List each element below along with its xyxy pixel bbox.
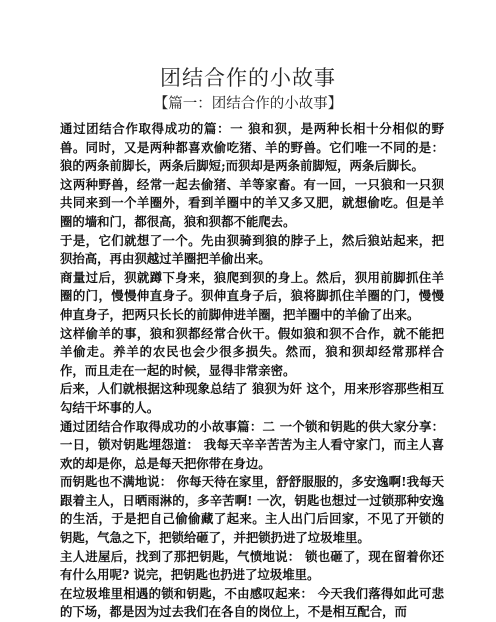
paragraph: 在垃圾堆里相遇的锁和钥匙，不由感叹起来： 今天我们落得如此可悲的下场，都是因为过去我们在各自的岗位上，不是相互配合，而 — [60, 585, 444, 620]
document-body — [60, 120, 444, 622]
paragraph: 主人进屋后，找到了那把钥匙，气愤地说： 锁也砸了，现在留着你还有什么用呢? 说完，把钥匙也扔进了垃圾堆里。 — [60, 548, 444, 583]
paragraph: 后来，人们就根据这种现象总结了 狼狈为奸 这个，用来形容那些相互勾结干坏事的人。 — [60, 381, 444, 415]
paragraph: 通过团结合作取得成功的篇：一 狼和狈，是两种长相十分相似的野兽。同时，又是两种都喜欢偷吃猪、羊的野兽。它们唯一不同的是：狼的两条前脚长，两条后脚短;而狈却是两条前脚短，两条后脚长。 — [60, 121, 444, 174]
paragraph: 而钥匙也不满地说： 你每天待在家里，舒舒服服的，多安逸啊!我每天跟着主人，日晒雨淋的，多辛苦啊! 一次，钥匙也想过一过锁那种安逸的生活，于是把自己偷偷藏了起来。主人出门后回家，不见了开锁的钥匙，气急之下，把锁给砸了，并把锁扔进了垃圾堆里。 — [60, 474, 444, 546]
document-subtitle: 【篇一：团结合作的小故事】 — [153, 96, 343, 112]
paragraph: 通过团结合作取得成功的小故事篇：二 一个锁和钥匙的供大家分享：一日，锁对钥匙埋怨道： 我每天辛辛苦苦为主人看守家门，而主人喜欢的却是你，总是每天把你带在身边。 — [60, 418, 444, 471]
paragraph: 于是，它们就想了一个。先由狈骑到狼的脖子上，然后狼站起来，把狈抬高，再由狈越过羊圈把羊偷出来。 — [60, 232, 444, 267]
paragraph: 商量过后，狈就蹲下身来，狼爬到狈的身上。然后，狈用前脚抓住羊圈的门，慢慢伸直身子。狈伸直身子后，狼将脚抓住羊圈的门，慢慢伸直身子，把两只长长的前脚伸进羊圈，把羊圈中的羊偷了出来。 — [60, 269, 444, 322]
paragraph: 这样偷羊的事，狼和狈都经常合伙干。假如狼和狈不合作，就不能把羊偷走。养羊的农民也会少很多损失。然而，狼和狈却经常那样合作，而且走在一起的时候，显得非常亲密。 — [60, 325, 444, 378]
paragraph: 这两种野兽，经常一起去偷猪、羊等家畜。有一回，一只狼和一只狈共同来到一个羊圈外，看到羊圈中的羊又多又肥，就想偷吃。但是羊圈的墙和门，都很高，狼和狈都不能爬去。 — [60, 176, 444, 229]
document-title: 团结合作的小故事 — [160, 66, 336, 90]
